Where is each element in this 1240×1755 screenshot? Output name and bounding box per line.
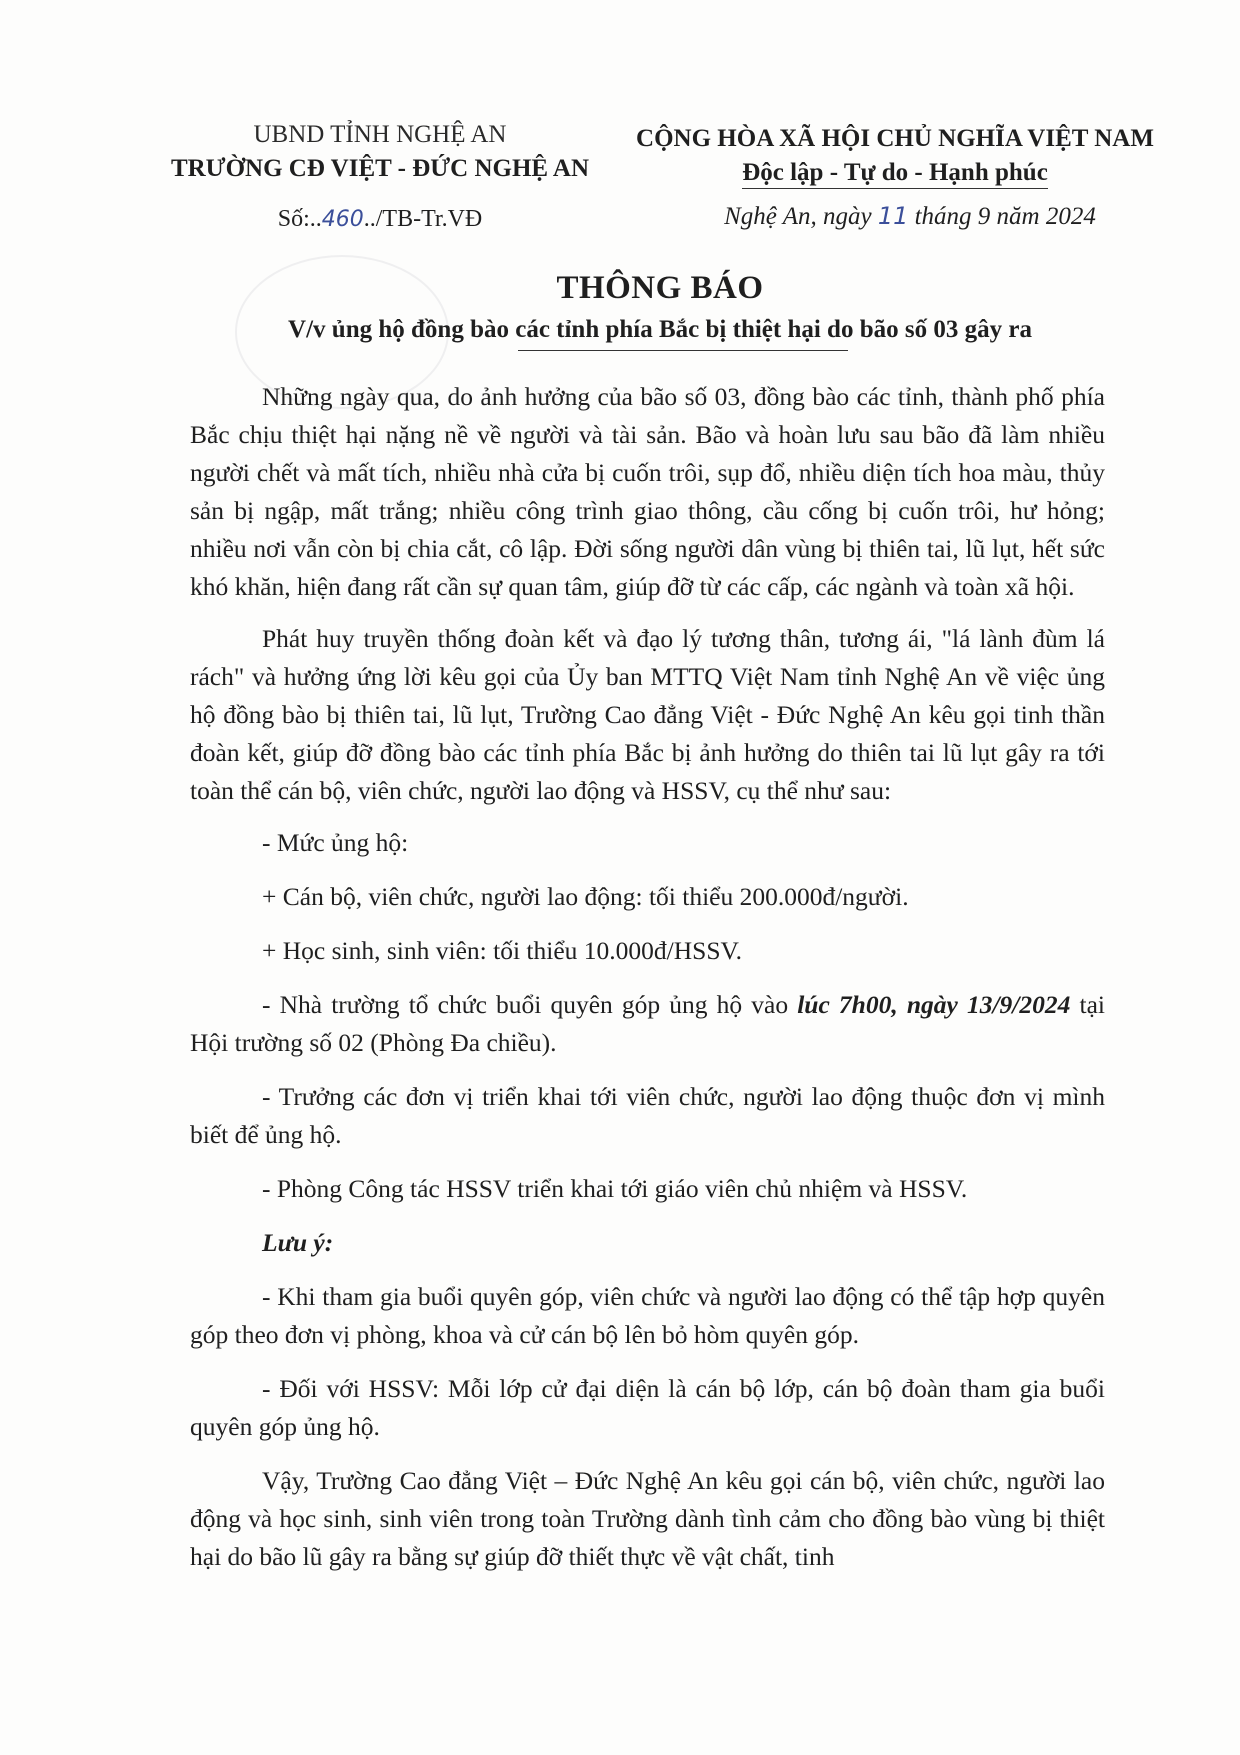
item-student-amount: + Học sinh, sinh viên: tối thiểu 10.000đ/HSSV. bbox=[262, 936, 743, 965]
note-staff: - Khi tham gia buổi quyên góp, viên chức và người lao động có thể tập hợp quyên góp theo đơn vị phòng, khoa và cử cán bộ lên bỏ hòm quyên góp. bbox=[190, 1282, 1105, 1349]
event-time: lúc 7h00, ngày 13/9/2024 bbox=[797, 990, 1071, 1019]
number-prefix: Số:.. bbox=[277, 206, 322, 232]
item-donation-level: - Mức ủng hộ: bbox=[262, 828, 409, 857]
nation-name: CỘNG HÒA XÃ HỘI CHỦ NGHĨA VIỆT NAM bbox=[636, 125, 1154, 152]
paragraph-closing: Vậy, Trường Cao đẳng Việt – Đức Nghệ An kêu gọi cán bộ, viên chức, người lao động và học sinh, sinh viên trong toàn Trường dành tình cảm cho đồng bào vùng bị thiệt hại do bão lũ gây ra bằng sự giúp đỡ thiết thực về vật chất, tinh bbox=[190, 1466, 1105, 1571]
subtitle-underline bbox=[518, 350, 848, 351]
note-title: Lưu ý: bbox=[262, 1228, 334, 1257]
parent-agency: UBND TỈNH NGHỆ AN bbox=[253, 121, 507, 148]
document-date bbox=[640, 202, 1180, 231]
item-student-office: - Phòng Công tác HSSV triển khai tới giáo viên chủ nhiệm và HSSV. bbox=[262, 1174, 968, 1203]
number-suffix: ../TB-Tr.VĐ bbox=[363, 206, 483, 232]
national-heading bbox=[615, 122, 1175, 190]
handwritten-day: 11 bbox=[877, 202, 909, 230]
school-name: TRƯỜNG CĐ VIỆT - ĐỨC NGHỆ AN bbox=[170, 155, 590, 182]
document-subtitle: V/v ủng hộ đồng bào các tỉnh phía Bắc bị thiệt hại do bão số 03 gây ra bbox=[288, 316, 1032, 343]
date-suffix: tháng 9 năm 2024 bbox=[908, 203, 1096, 230]
document-body bbox=[190, 378, 1105, 1590]
paragraph-context: Những ngày qua, do ảnh hưởng của bão số 03, đồng bào các tỉnh, thành phố phía Bắc chịu thiệt hại nặng nề về người và tài sản. Bão và hoàn lưu sau bão đã làm nhiều người chết và mất tích, nhiều nhà cửa bị cuốn trôi, sụp đổ, nhiều diện tích hoa màu, thủy sản bị ngập, mất trắng; nhiều công trình giao thông, cầu cống bị cuốn trôi, hư hỏng; nhiều nơi vẫn còn bị chia cắt, cô lập. Đời sống người dân vùng bị thiên tai, lũ lụt, hết sức khó khăn, hiện đang rất cần sự quan tâm, giúp đỡ từ các cấp, các ngành và toàn xã hội. bbox=[190, 382, 1105, 601]
item-unit-heads: - Trưởng các đơn vị triển khai tới viên chức, người lao động thuộc đơn vị mình biết để ủng hộ. bbox=[190, 1082, 1105, 1149]
issuing-organization bbox=[150, 118, 610, 186]
national-motto: Độc lập - Tự do - Hạnh phúc bbox=[742, 158, 1048, 189]
date-prefix: Nghệ An, ngày bbox=[724, 203, 878, 230]
item-event bbox=[190, 986, 1105, 1062]
event-prefix: - Nhà trường tổ chức buổi quyên góp ủng hộ vào bbox=[262, 990, 798, 1019]
note-students: - Đối với HSSV: Mỗi lớp cử đại diện là cán bộ lớp, cán bộ đoàn tham gia buổi quyên góp ủng hộ. bbox=[190, 1374, 1105, 1441]
event-suffix: tại Hội trường số 02 (Phòng Đa chiều). bbox=[190, 990, 1105, 1057]
document-number bbox=[150, 206, 610, 233]
document-title: THÔNG BÁO bbox=[556, 270, 764, 306]
paragraph-appeal: Phát huy truyền thống đoàn kết và đạo lý tương thân, tương ái, "lá lành đùm lá rách" và hưởng ứng lời kêu gọi của Ủy ban MTTQ Việt Nam tỉnh Nghệ An về việc ủng hộ đồng bào bị thiên tai, lũ lụt, Trường Cao đẳng Việt - Đức Nghệ An kêu gọi tinh thần đoàn kết, giúp đỡ đồng bào các tỉnh phía Bắc bị ảnh hưởng do thiên tai lũ lụt gây ra tới toàn thể cán bộ, viên chức, người lao động và HSSV, cụ thể như sau: bbox=[190, 624, 1105, 805]
handwritten-number: 460 bbox=[321, 207, 364, 232]
item-staff-amount: + Cán bộ, viên chức, người lao động: tối thiểu 200.000đ/người. bbox=[262, 882, 909, 911]
